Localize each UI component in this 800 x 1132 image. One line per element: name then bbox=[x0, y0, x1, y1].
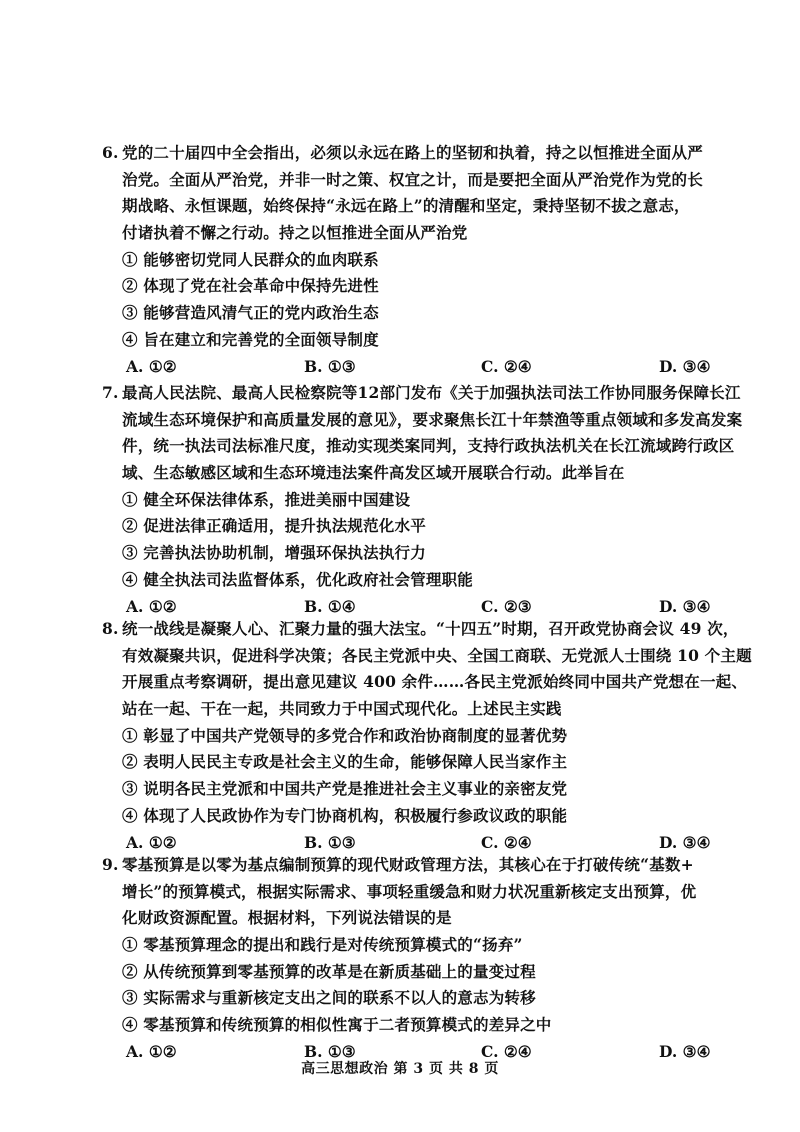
option-2: ② 从传统预算到零基预算的改革是在新质基础上的量变过程 bbox=[122, 961, 536, 981]
choice-a: A. ①② bbox=[126, 1041, 177, 1061]
choice-c: C. ②④ bbox=[481, 356, 532, 376]
option-4: ④ 零基预算和传统预算的相似性寓于二者预算模式的差异之中 bbox=[122, 1015, 552, 1035]
option-1: ① 零基预算理念的提出和践行是对传统预算模式的“扬弃” bbox=[122, 935, 523, 955]
question-stem-line: 8. 统一战线是凝聚人心、汇聚力量的强大法宝。“十四五”时期，召开政党协商会议 49 次， bbox=[104, 616, 724, 643]
question-stem-line: 期战略、永恒课题，始终保持“永远在路上”的清醒和坚定，秉持坚韧不拔之意志， bbox=[122, 196, 690, 216]
choice-b: B. ①③ bbox=[304, 1041, 356, 1061]
choice-d: D. ③④ bbox=[659, 596, 711, 616]
question-stem-line: 件，统一执法司法标准尺度，推动实现类案同判，支持行政执法机关在长江流域跨行政区 bbox=[122, 436, 735, 456]
question-stem-line: 开展重点考察调研，提出意见建议 400 余件……各民主党派始终同中国共产党想在一起、 bbox=[122, 672, 748, 692]
question-7 bbox=[102, 380, 743, 620]
question-stem-line: 6. 党的二十届四中全会指出，必须以永远在路上的坚韧和执着，持之以恒推进全面从严 bbox=[104, 140, 724, 167]
option-3: ③ 说明各民主党派和中国共产党是推进社会主义事业的亲密友党 bbox=[122, 779, 568, 799]
choice-b: B. ①③ bbox=[304, 356, 356, 376]
choice-a: A. ①② bbox=[126, 596, 177, 616]
option-1: ① 能够密切党同人民群众的血肉联系 bbox=[122, 249, 379, 269]
option-3: ③ 完善执法协助机制，增强环保执法执行力 bbox=[122, 543, 426, 563]
question-stem-line: 域、生态敏感区域和生态环境违法案件高发区域开展联合行动。此举旨在 bbox=[122, 463, 625, 483]
option-4: ④ 体现了人民政协作为专门协商机构，积极履行参政议政的职能 bbox=[122, 805, 568, 825]
question-stem-line: 化财政资源配置。根据材料，下列说法错误的是 bbox=[122, 908, 452, 928]
choice-c: C. ②④ bbox=[481, 832, 532, 852]
choice-c: C. ②④ bbox=[481, 1041, 532, 1061]
choice-c: C. ②③ bbox=[481, 596, 532, 616]
question-stem-line: 付诸执着不懈之行动。持之以恒推进全面从严治党 bbox=[122, 223, 468, 243]
choice-a: A. ①② bbox=[126, 832, 177, 852]
page-footer: 高三思想政治 第 3 页 共 8 页 bbox=[301, 1061, 499, 1077]
choice-a: A. ①② bbox=[126, 356, 177, 376]
choice-b: B. ①④ bbox=[304, 596, 356, 616]
question-stem-line: 增长”的预算模式，根据实际需求、事项轻重缓急和财力状况重新核定支出预算，优 bbox=[122, 881, 697, 901]
option-1: ① 健全环保法律体系，推进美丽中国建设 bbox=[122, 489, 411, 509]
question-stem-line: 流域生态环境保护和高质量发展的意见》，要求聚焦长江十年禁渔等重点领域和多发高发案 bbox=[122, 409, 743, 429]
option-2: ② 表明人民民主专政是社会主义的生命，能够保障人民当家作主 bbox=[122, 752, 568, 772]
question-stem-line: 站在一起、干在一起，共同致力于中国式现代化。上述民主实践 bbox=[122, 699, 562, 719]
question-number: 9. bbox=[102, 855, 119, 874]
option-1: ① 彰显了中国共产党领导的多党合作和政治协商制度的显著优势 bbox=[122, 725, 568, 745]
answer-choices bbox=[104, 354, 724, 381]
choice-d: D. ③④ bbox=[659, 356, 711, 376]
option-2: ② 促进法律正确适用，提升执法规范化水平 bbox=[122, 516, 426, 536]
choice-b: B. ①③ bbox=[304, 832, 356, 852]
option-3: ③ 实际需求与重新核定支出之间的联系不以人的意志为转移 bbox=[122, 988, 536, 1008]
question-9 bbox=[104, 852, 724, 1066]
question-8 bbox=[102, 616, 752, 856]
question-stem-line: 治党。全面从严治党，并非一时之策、权宜之计，而是要把全面从严治党作为党的长 bbox=[122, 169, 703, 189]
choice-d: D. ③④ bbox=[659, 832, 711, 852]
choice-d: D. ③④ bbox=[659, 1041, 711, 1061]
option-4: ④ 健全执法司法监督体系，优化政府社会管理职能 bbox=[122, 569, 473, 589]
question-number: 7. bbox=[102, 383, 119, 402]
option-2: ② 体现了党在社会革命中保持先进性 bbox=[122, 276, 379, 296]
question-number: 8. bbox=[102, 619, 119, 638]
question-6 bbox=[104, 140, 724, 380]
option-4: ④ 旨在建立和完善党的全面领导制度 bbox=[122, 329, 379, 349]
question-stem-line: 9. 零基预算是以零为基点编制预算的现代财政管理方法，其核心在于打破传统“基数+ bbox=[104, 852, 724, 879]
option-3: ③ 能够营造风清气正的党内政治生态 bbox=[122, 303, 379, 323]
question-stem-line: 有效凝聚共识，促进科学决策；各民主党派中央、全国工商联、无党派人士围绕 10 个主题 bbox=[122, 645, 752, 665]
question-number: 6. bbox=[102, 143, 119, 162]
question-stem-line: 7. 最高人民法院、最高人民检察院等12部门发布《关于加强执法司法工作协同服务保障长江 bbox=[104, 380, 724, 407]
